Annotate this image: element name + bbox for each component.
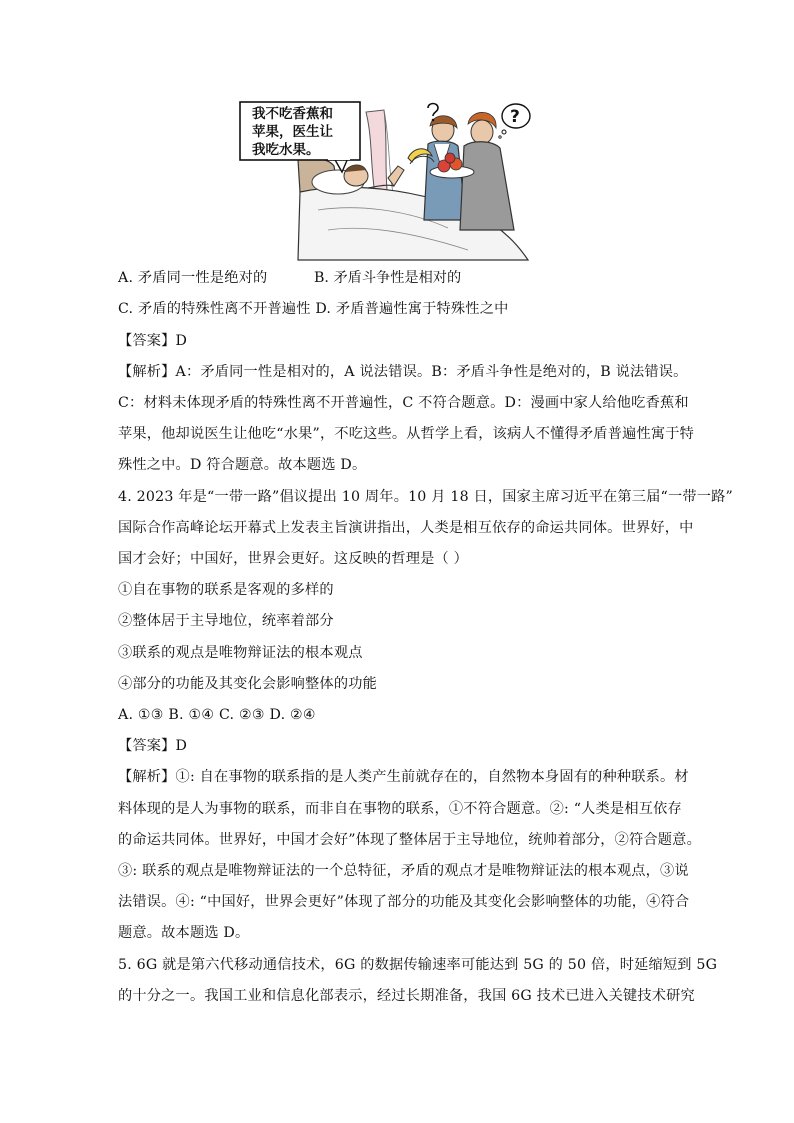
question-mark: ?: [510, 107, 520, 127]
q5-stem-line-2: 的十分之一。我国工业和信息化部表示，经过长期准备，我国 6G 技术已进入关键技术研究: [118, 988, 695, 1004]
q3-option-b: B. 矛盾斗争性是相对的: [314, 270, 462, 286]
q4-answer: 【答案】D: [118, 738, 188, 754]
q3-analysis-line-3: 苹果，他却说医生让他吃“水果”，不吃这些。从哲学上看，该病人不懂得矛盾普遍性寓于特: [118, 426, 695, 442]
q4-analysis-line-4: ③: 联系的观点是唯物辩证法的一个总特征，矛盾的观点才是唯物辩证法的根本观点，③说: [118, 863, 689, 879]
q4-choice-2: ②整体居于主导地位，统率着部分: [118, 613, 334, 629]
q3-analysis-line-2: C：材料未体现矛盾的特殊性离不开普遍性，C 不符合题意。D：漫画中家人给他吃香蕉和: [118, 395, 689, 411]
q4-options: A. ①③ B. ①④ C. ②③ D. ②④: [118, 707, 316, 723]
speech-bubble-line-2: 苹果，医生让: [252, 124, 333, 140]
q5-stem-line-1: 5. 6G 就是第六代移动通信技术，6G 的数据传输速率可能达到 5G 的 50 倍，时延缩短到 5G: [118, 957, 718, 973]
q3-analysis-line-4: 殊性之中。D 符合题意。故本题选 D。: [118, 457, 367, 473]
q4-analysis-line-1: 【解析】①: 自在事物的联系指的是人类产生前就存在的，自然物本身固有的种种联系。材: [118, 769, 689, 785]
q4-analysis-line-2: 料体现的是人为事物的联系，而非自在事物的联系，①不符合题意。②: “人类是相互依存: [118, 801, 682, 817]
speech-bubble-line-3: 我吃水果。: [252, 142, 320, 158]
q4-analysis-line-5: 法错误。④: “中国好，世界会更好”体现了部分的功能及其变化会影响整体的功能，④符合: [118, 894, 690, 910]
q4-stem-line-1: 4. 2023 年是“一带一路”倡议提出 10 周年。10 月 18 日，国家主席习近平在第三届“一带一路”: [118, 489, 733, 505]
speech-bubble-line-1: 我不吃香蕉和: [252, 106, 333, 122]
q4-analysis-line-6: 题意。故本题选 D。: [118, 925, 250, 941]
q3-analysis-line-1: 【解析】A：矛盾同一性是相对的，A 说法错误。B：矛盾斗争性是绝对的，B 说法错误。: [118, 364, 688, 380]
q4-analysis-line-3: 的命运共同体。世界好，中国才会好”体现了整体居于主导地位，统帅着部分，②符合题意。: [118, 832, 701, 848]
cartoon-illustration: [238, 100, 538, 262]
q4-choice-1: ①自在事物的联系是客观的多样的: [118, 582, 334, 598]
q4-stem-line-3: 国才会好；中国好，世界会更好。这反映的哲理是（ ）: [118, 551, 469, 567]
q4-choice-3: ③联系的观点是唯物辩证法的根本观点: [118, 645, 363, 661]
q4-stem-line-2: 国际合作高峰论坛开幕式上发表主旨演讲指出，人类是相互依存的命运共同体。世界好，中: [118, 520, 694, 536]
q4-choice-4: ④部分的功能及其变化会影响整体的功能: [118, 676, 377, 692]
q3-option-cd: C. 矛盾的特殊性离不开普遍性 D. 矛盾普遍性寓于特殊性之中: [118, 301, 509, 317]
q3-option-a: A. 矛盾同一性是绝对的: [118, 270, 268, 286]
q3-answer: 【答案】D: [118, 333, 188, 349]
